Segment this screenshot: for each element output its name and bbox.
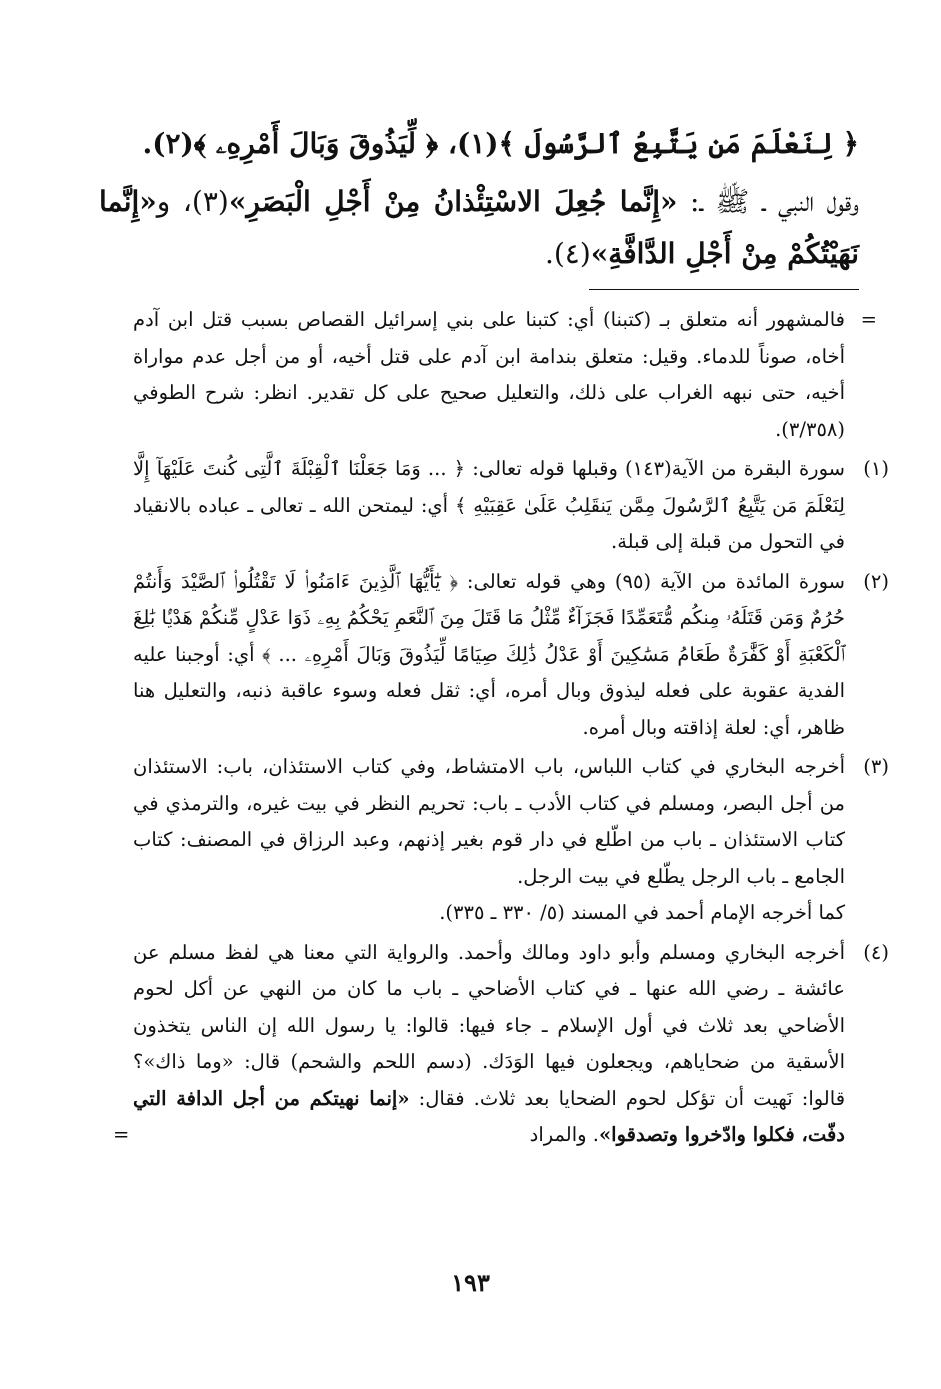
footnotes: [113, 302, 889, 1157]
footnote-text: أخرجه البخاري ومسلم وأبو داود ومالك وأحمد. والرواية التي معنا هي لفظ مسلم عن عائشة ـ رضي الله عنها ـ في كتاب الأضاحي ـ باب ما كان من النهي عن أكل لحوم الأضاحي بعد ثلاث في أول الإسلام ـ جاء فيها: قالوا: يا رسول الله إن الناس يتخذون الأسقية من ضحاياهم، ويجعلون فيها الوَدَك. (دسم اللحم والشحم) قال: «وما ذاك»؟ قالوا: نَهيت أن تؤكل لحوم الضحايا بعد ثلاث. فقال:: [133, 940, 846, 1110]
hadith-ref-4: (٤).: [544, 237, 591, 270]
page-number: ١٩٣: [451, 1268, 490, 1297]
footnote-number: (٤): [863, 940, 889, 964]
continuation-marker: =: [860, 308, 877, 331]
footnote-4: [113, 935, 889, 1154]
main-text: [99, 118, 859, 280]
footnote-continuation: [133, 302, 877, 448]
footnote-text-extra: كما أخرجه الإمام أحمد في المسند (٥/ ٣٣٠ ـ ٣٣٥).: [439, 901, 845, 924]
footnote-text-end: . والمراد: [529, 1123, 599, 1146]
continuation-text: فالمشهور أنه متعلق بـ (كتبنا) أي: كتبنا على بني إسرائيل القصاص بسبب قتل ابن آدم أخاه، صوناً للدماء. وقيل: متعلق بندامة ابن آدم على قتل أخيه، أو من أجل عدم مواراة أخيه، حتى نبهه الغراب على ذلك، والتعليل صحيح على كل تقدير. انظر: شرح الطوفي (٣/٣٥٨).: [133, 308, 845, 441]
footnote-1: [133, 451, 889, 561]
hadith-intro: وقول النبي ـ ﷺ ـ:: [677, 185, 859, 218]
footnote-divider: [589, 289, 859, 290]
footnote-number: (٢): [863, 569, 889, 593]
footnote-text: سورة المائدة من الآية (٩٥) وهي قوله تعالى: ﴿ يَٰٓأَيُّهَا ٱلَّذِينَ ءَامَنُوا۟ لَا تَقْتُلُوا۟ ٱلصَّيْدَ وَأَنتُمْ حُرُمٌ وَمَن قَتَلَهُۥ مِنكُم مُّتَعَمِّدًا فَجَزَآءٌ مِّثْلُ مَا قَتَلَ مِنَ ٱلنَّعَمِ يَحْكُمُ بِهِۦ ذَوَا عَدْلٍ مِّنكُمْ هَدْيًۢا بَٰلِغَ ٱلْكَعْبَةِ أَوْ كَفَّٰرَةٌ طَعَامُ مَسَٰكِينَ أَوْ عَدْلُ ذَٰلِكَ صِيَامًا لِّيَذُوقَ وَبَالَ أَمْرِهِۦ ... ﴾ أي: أوجبنا عليه الفدية عقوبة على فعله ليذوق وبال أمره، أي: ثقل فعله وسوء عاقبة ذنبه، والتعليل هنا ظاهر، أي: لعلة إذاقته وبال أمره.: [133, 569, 845, 739]
hadith-ref-3: (٣)، و: [156, 185, 229, 218]
footnote-number: (٣): [863, 755, 889, 778]
hadith-quote-2: «إِنَّما نَهَيْتُكُمْ مِنْ أَجْلِ الدَّافَّةِ»: [99, 185, 859, 270]
hadith-quote-1: «إِنَّما جُعِلَ الاسْتِئْذانُ مِنْ أَجْلِ الْبَصَرِ»: [228, 185, 678, 218]
footnote-text: سورة البقرة من الآية(١٤٣) وقبلها قوله تعالى: ﴿ ... وَمَا جَعَلْنَا ٱلْقِبْلَةَ ٱلَّتِى كُنتَ عَلَيْهَآ إِلَّا لِنَعْلَمَ مَن يَتَّبِعُ ٱلرَّسُولَ مِمَّن يَنقَلِبُ عَلَىٰ عَقِبَيْهِ ﴾ أي: ليمتحن الله ـ تعالى ـ عباده بالانقياد في التحول من قبلة إلى قبلة.: [133, 457, 846, 553]
hadith-paragraph: [99, 176, 859, 280]
footnote-number: (١): [863, 457, 889, 480]
footnote-hadith-quote: «إنما نهيتكم من أجل الدافة التي دفّت، فكلوا وادّخروا وتصدقوا»: [133, 1086, 845, 1146]
footnote-text: أخرجه البخاري في كتاب اللباس، باب الامتشاط، وفي كتاب الاستئذان، باب: الاستئذان من أجل البصر، ومسلم في كتاب الأدب ـ باب: تحريم النظر في بيت غيره، والترمذي في كتاب الاستئذان ـ باب من اطّلع في دار قوم بغير إذنهم، وعبد الرزاق في المصنف: كتاب الجامع ـ باب الرجل يطّلع في بيت الرجل.: [133, 755, 845, 888]
quran-quotes-line: ﴿ لِنَعْلَمَ مَن يَتَّبِعُ ٱلرَّسُولَ ﴾(١)، ﴿ لِّيَذُوقَ وَبَالَ أَمْرِهِۦ ﴾(٢).: [142, 127, 859, 160]
footnote-2: [133, 564, 889, 747]
continuation-end-marker: =: [113, 1123, 130, 1146]
footnote-3: [133, 749, 889, 932]
